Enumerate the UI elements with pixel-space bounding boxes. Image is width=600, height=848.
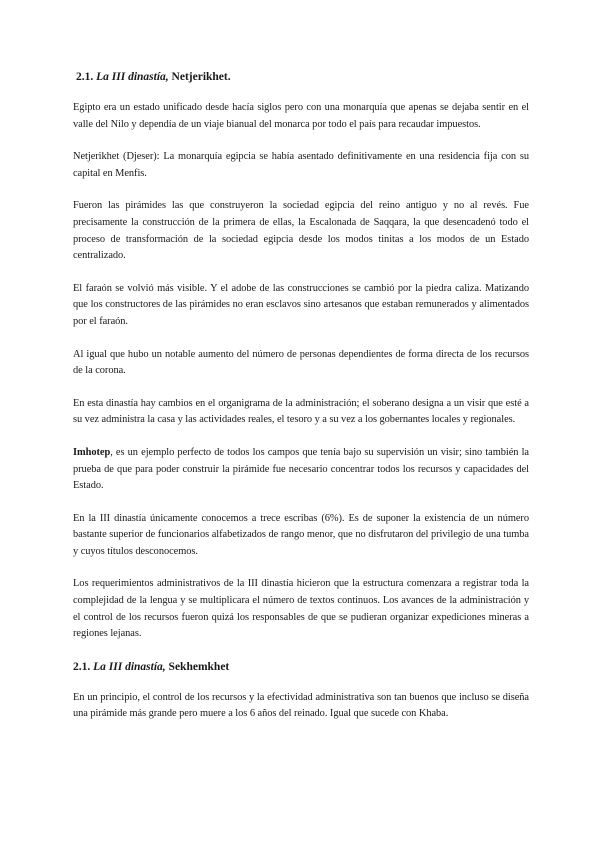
paragraph: Los requerimientos administrativos de la III dinastía hicieron que la estructura comenzara a registrar toda la complejidad de la lengua y se multiplicara el número de textos continuos. Los avances de la administración y el control de los recursos fueron quizá los responsables de que se pudieran organizar expediciones mineras a regiones lejanas. xyxy=(73,578,529,640)
paragraph: El faraón se volvió más visible. Y el adobe de las construcciones se cambió por la piedra caliza. Matizando que los constructores de las pirámides no eran esclavos sino artesanos que estaban remunerados y alimentados por el faraón. xyxy=(73,282,529,327)
paragraph: Fueron las pirámides las que construyeron la sociedad egipcia del reino antiguo y no al revés. Fue precisamente la construcción de la primera de ellas, la Escalonada de Saqqara, la que desencadenó todo el proceso de transformación de la sociedad egipcia desde los modos tinitas a los modos de un Estado centralizado. xyxy=(73,200,529,262)
section-heading-netjerikhet: 2.1. La III dinastía, Netjerikhet. xyxy=(76,71,231,83)
paragraph: En esta dinastía hay cambios en el organigrama de la administración; el soberano designa a un visir que esté a su vez administra la casa y las actividades reales, el tesoro y a su vez a los gobernantes locales y regionales. xyxy=(73,397,529,426)
imhotep-name: Imhotep xyxy=(73,446,111,458)
section-heading-sekhemkhet: 2.1. La III dinastía, Sekhemkhet xyxy=(73,660,230,673)
paragraph: En un principio, el control de los recursos y la efectividad administrativa son tan buenos que incluso se diseña una pirámide más grande pero muere a los 6 años del reinado. Igual que sucede con Khaba. xyxy=(73,691,529,720)
document-page xyxy=(73,70,529,739)
paragraph: Al igual que hubo un notable aumento del número de personas dependientes de forma directa de los recursos de la corona. xyxy=(73,348,529,377)
paragraph: En la III dinastía únicamente conocemos a trece escribas (6%). Es de suponer la existencia de un número bastante superior de funcionarios alfabetizados de rango menor, que no disfrutaron del privilegio de una tumba y cuyos títulos desconocemos. xyxy=(73,512,529,557)
paragraph: Netjerikhet (Djeser): La monarquía egipcia se había asentado definitivamente en una residencia fija con su capital en Menfis. xyxy=(73,151,529,179)
paragraph-imhotep: Imhotep, es un ejemplo perfecto de todos los campos que tenía bajo su supervisión un visir; sino también la prueba de que para poder construir la pirámide fue necesario concentrar todos los recursos y capacidades del Estado. xyxy=(73,446,529,492)
paragraph: Egipto era un estado unificado desde hacía siglos pero con una monarquía que apenas se dejaba sentir en el valle del Nilo y dependía de un viaje bianual del monarca por todo el país para recaudar impuestos. xyxy=(73,102,529,130)
